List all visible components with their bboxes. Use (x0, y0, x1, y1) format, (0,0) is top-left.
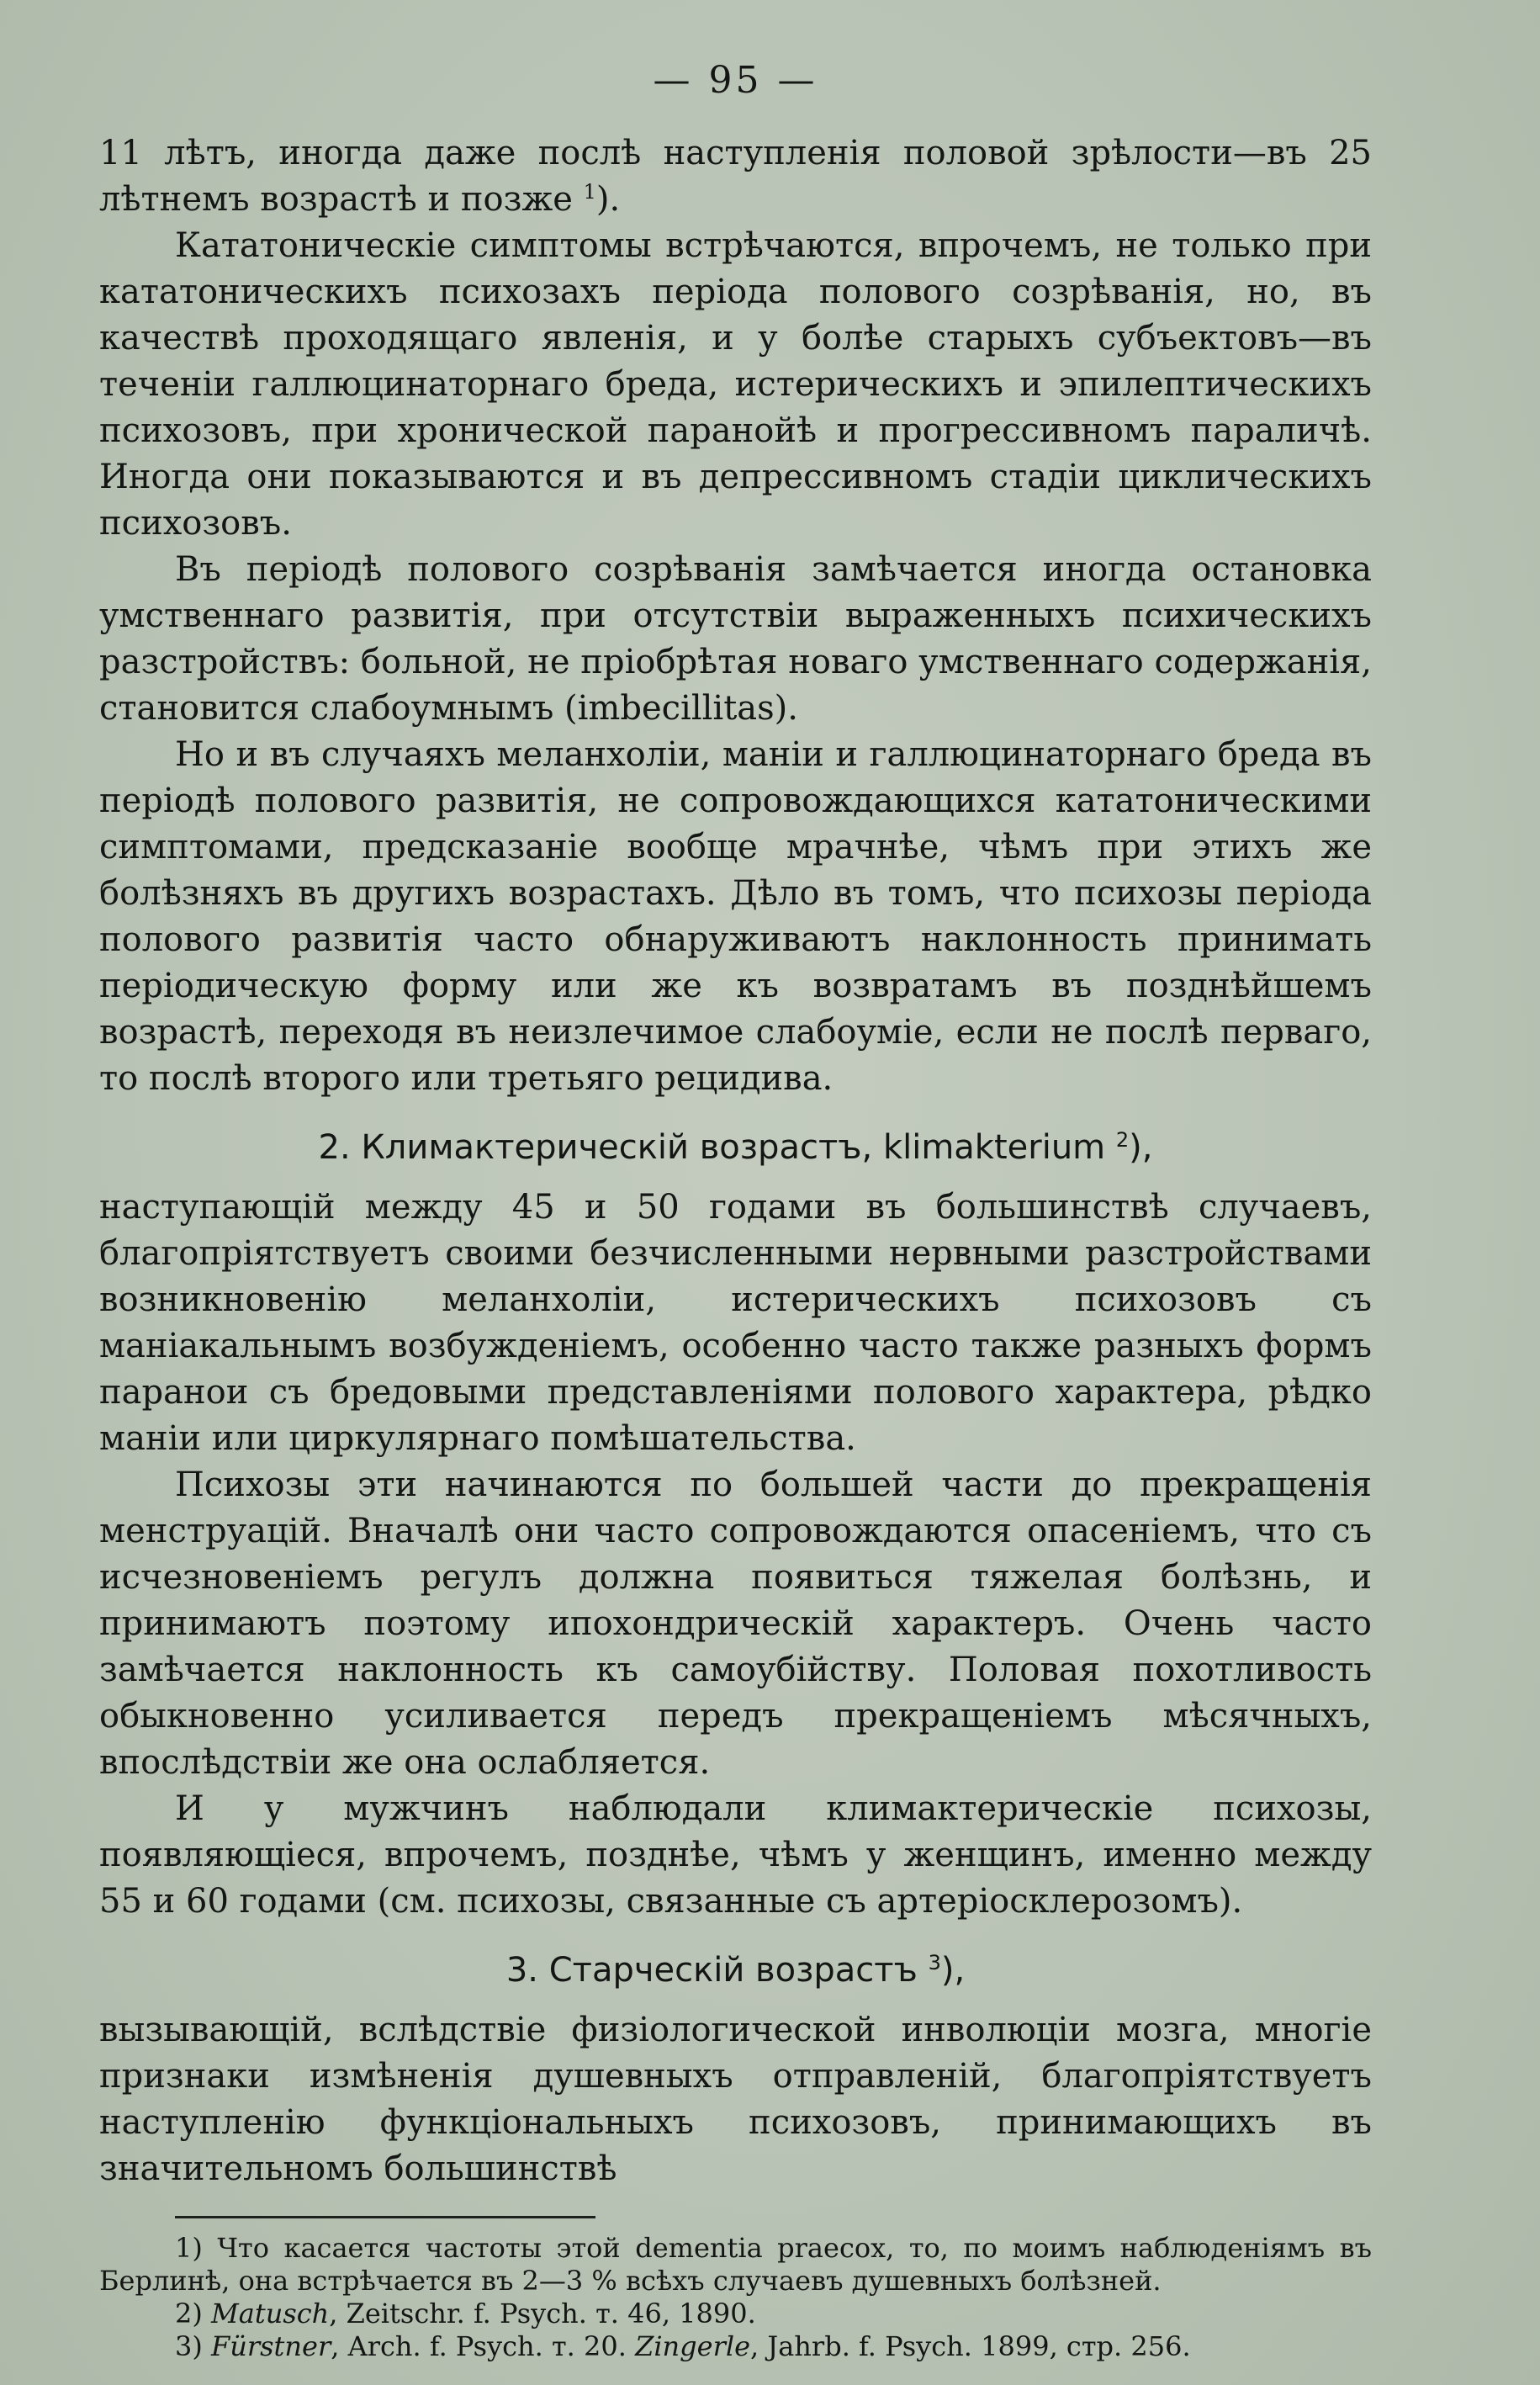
paragraph-end: ). (595, 180, 621, 219)
paragraph-climacteric-intro: наступающій между 45 и 50 годами въ большинствѣ случаевъ, благопріятствуетъ своими безчисленными нервными разстройствами возникновенію меланхоліи, истерическихъ психозовъ съ маніакальнымъ возбужденіемъ, особенно часто также разныхъ формъ паранои съ бредовыми представленіями полового характера, рѣдко маніи или циркулярнаго помѣшательства. (99, 1188, 1372, 1458)
paragraph-senile-intro: вызывающій, вслѣдствіе физіологической инволюціи мозга, многіе признаки измѣненія душевныхъ отправленій, благопріятствуетъ наступленію функціональныхъ психозовъ, принимающихъ въ значительномъ большинствѣ (99, 2011, 1372, 2188)
section-heading-climacteric (99, 1122, 1372, 1173)
section-heading-senile (99, 1945, 1372, 1995)
footnote-author: Fürstner (211, 2330, 331, 2362)
page-number: — 95 — (653, 59, 818, 102)
footnote-author: Zingerle (635, 2330, 751, 2362)
footnote-text: , Arch. f. Psych. т. 20. (331, 2330, 636, 2362)
footnote-mark: 1) (175, 2232, 203, 2264)
section-heading-end: ), (1129, 1128, 1153, 1167)
footnote-author: Matusch (211, 2298, 330, 2329)
paragraph-text: 11 лѣтъ, иногда даже послѣ наступленія половой зрѣлости—въ 25 лѣтнемъ возрастѣ и позже (99, 134, 1372, 219)
footnotes (99, 2232, 1372, 2363)
footnote-2 (99, 2298, 1372, 2330)
paragraph-men-climacteric: И у мужчинъ наблюдали климактерическіе психозы, появляющіеся, впрочемъ, позднѣе, чѣмъ у женщинъ, именно между 55 и 60 годами (см. психозы, связанные съ артеріосклерозомъ). (99, 1789, 1372, 1921)
paragraph-menstruation: Психозы эти начинаются по большей части до прекращенія менструацій. Вначалѣ они часто сопровождаются опасеніемъ, что съ исчезновеніемъ регулъ должна появиться тяжелая болѣзнь, и принимаютъ поэтому ипохондрическій характеръ. Очень часто замѣчается наклонность къ самоубійству. Половая похотливость обыкновенно усиливается передъ прекращеніемъ мѣсячныхъ, впослѣдствіи же она ослабляется. (99, 1465, 1372, 1782)
footnote-1 (99, 2232, 1372, 2298)
footnote-mark: 2) (175, 2298, 203, 2329)
paragraph-imbecillitas: Въ періодѣ полового созрѣванія замѣчается иногда остановка умственнаго развитія, при отсутствіи выраженныхъ психическихъ разстройствъ: больной, не пріобрѣтая новаго умственнаго содержанія, становится слабоумнымъ (imbecillitas). (99, 550, 1372, 728)
footnote-text: Что касается частоты этой dementia praecox, то, по моимъ наблюденіямъ въ Берлинѣ, она встрѣчается въ 2—3 % всѣхъ случаевъ душевныхъ болѣзней. (99, 2232, 1373, 2297)
footnote-ref-2[interactable]: 2 (1115, 1128, 1130, 1152)
footnote-mark: 3) (175, 2330, 203, 2362)
footnote-3 (99, 2330, 1372, 2363)
footnote-text: , Jahrb. f. Psych. 1899, стр. 256. (750, 2330, 1191, 2362)
footnote-text: , Zeitschr. f. Psych. т. 46, 1890. (329, 2298, 756, 2329)
section-heading-text: 3. Старческій возрастъ (505, 1951, 918, 1990)
paragraph-continuation (99, 130, 1372, 223)
section-heading-end: ), (940, 1951, 966, 1990)
paragraph-catatonic-symptoms: Кататоническіе симптомы встрѣчаются, впрочемъ, не только при кататоническихъ психозахъ періода полового созрѣванія, но, въ качествѣ проходящаго явленія, и у болѣе старыхъ субъектовъ—въ теченіи галлюцинаторнаго бреда, истерическихъ и эпилептическихъ психозовъ, при хронической паранойѣ и прогрессивномъ параличѣ. Иногда они показываются и въ депрессивномъ стадіи циклическихъ психозовъ. (99, 226, 1372, 543)
section-heading-text: 2. Климактерическій возрастъ, klimakterium (318, 1128, 1106, 1167)
footnote-ref-1[interactable]: 1 (583, 180, 596, 204)
paragraph-prognosis: Но и въ случаяхъ меланхоліи, маніи и галлюцинаторнаго бреда въ періодѣ полового развитія, не сопровождающихся кататоническими симптомами, предсказаніе вообще мрачнѣе, чѣмъ при этихъ же болѣзняхъ въ другихъ возрастахъ. Дѣло въ томъ, что психозы періода полового развитія часто обнаруживаютъ наклонность принимать періодическую форму или же къ возвратамъ въ позднѣйшемъ возрастѣ, переходя въ неизлечимое слабоуміе, если не послѣ перваго, то послѣ второго или третьяго рецидива. (99, 735, 1372, 1098)
footnote-ref-3[interactable]: 3 (928, 1951, 941, 1974)
footnote-divider (175, 2216, 595, 2218)
